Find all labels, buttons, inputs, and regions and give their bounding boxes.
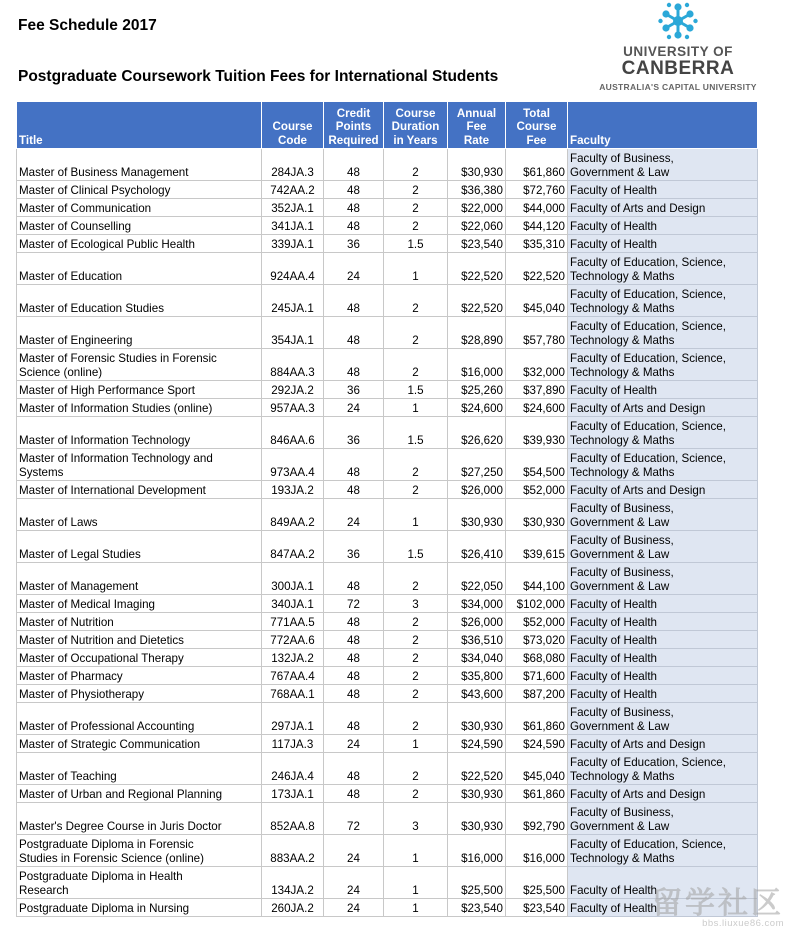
credit-points-cell: 48 [324, 703, 384, 735]
table-row [17, 317, 758, 349]
faculty-cell: Faculty of Education, Science, Technology & Maths [568, 753, 758, 785]
column-header-duration: Course Duration in Years [384, 102, 448, 149]
duration-years-cell: 2 [384, 349, 448, 381]
course-code-cell: 957AA.3 [262, 399, 324, 417]
faculty-cell: Faculty of Business, Government & Law [568, 803, 758, 835]
course-code-cell: 117JA.3 [262, 735, 324, 753]
table-row [17, 199, 758, 217]
total-fee-cell: $39,930 [506, 417, 568, 449]
credit-points-cell: 24 [324, 499, 384, 531]
total-fee-cell: $44,000 [506, 199, 568, 217]
course-code-cell: 284JA.3 [262, 149, 324, 181]
annual-fee-cell: $30,930 [448, 803, 506, 835]
faculty-cell: Faculty of Education, Science, Technology & Maths [568, 253, 758, 285]
course-title-cell: Master of Ecological Public Health [17, 235, 262, 253]
course-code-cell: 300JA.1 [262, 563, 324, 595]
site-watermark [652, 889, 784, 929]
course-code-cell: 924AA.4 [262, 253, 324, 285]
annual-fee-cell: $16,000 [448, 349, 506, 381]
course-title-cell: Master's Degree Course in Juris Doctor [17, 803, 262, 835]
duration-years-cell: 1 [384, 499, 448, 531]
course-code-cell: 354JA.1 [262, 317, 324, 349]
duration-years-cell: 3 [384, 595, 448, 613]
total-fee-cell: $32,000 [506, 349, 568, 381]
total-fee-cell: $45,040 [506, 285, 568, 317]
total-fee-cell: $72,760 [506, 181, 568, 199]
annual-fee-cell: $30,930 [448, 785, 506, 803]
credit-points-cell: 24 [324, 867, 384, 899]
duration-years-cell: 2 [384, 285, 448, 317]
table-row [17, 685, 758, 703]
course-code-cell: 772AA.6 [262, 631, 324, 649]
document-subtitle: Postgraduate Coursework Tuition Fees for International Students [18, 68, 499, 85]
table-row [17, 867, 758, 899]
credit-points-cell: 48 [324, 631, 384, 649]
credit-points-cell: 72 [324, 803, 384, 835]
total-fee-cell: $45,040 [506, 753, 568, 785]
credit-points-cell: 48 [324, 449, 384, 481]
duration-years-cell: 2 [384, 685, 448, 703]
table-row [17, 149, 758, 181]
faculty-cell: Faculty of Arts and Design [568, 481, 758, 499]
course-title-cell: Master of Laws [17, 499, 262, 531]
faculty-cell: Faculty of Education, Science, Technology & Maths [568, 349, 758, 381]
annual-fee-cell: $22,050 [448, 563, 506, 595]
faculty-cell: Faculty of Health [568, 667, 758, 685]
faculty-cell: Faculty of Health [568, 631, 758, 649]
faculty-cell: Faculty of Health [568, 613, 758, 631]
total-fee-cell: $52,000 [506, 613, 568, 631]
course-code-cell: 245JA.1 [262, 285, 324, 317]
annual-fee-cell: $25,260 [448, 381, 506, 399]
credit-points-cell: 36 [324, 235, 384, 253]
annual-fee-cell: $27,250 [448, 449, 506, 481]
course-title-cell: Master of Occupational Therapy [17, 649, 262, 667]
course-title-cell: Master of Teaching [17, 753, 262, 785]
course-code-cell: 352JA.1 [262, 199, 324, 217]
annual-fee-cell: $26,000 [448, 613, 506, 631]
duration-years-cell: 1 [384, 867, 448, 899]
course-code-cell: 884AA.3 [262, 349, 324, 381]
total-fee-cell: $52,000 [506, 481, 568, 499]
duration-years-cell: 1 [384, 253, 448, 285]
course-code-cell: 852AA.8 [262, 803, 324, 835]
total-fee-cell: $24,590 [506, 735, 568, 753]
course-title-cell: Master of Engineering [17, 317, 262, 349]
annual-fee-cell: $43,600 [448, 685, 506, 703]
duration-years-cell: 3 [384, 803, 448, 835]
duration-years-cell: 2 [384, 703, 448, 735]
total-fee-cell: $68,080 [506, 649, 568, 667]
faculty-cell: Faculty of Business, Government & Law [568, 703, 758, 735]
table-row [17, 449, 758, 481]
total-fee-cell: $102,000 [506, 595, 568, 613]
course-title-cell: Master of Professional Accounting [17, 703, 262, 735]
faculty-cell: Faculty of Education, Science, Technology & Maths [568, 449, 758, 481]
total-fee-cell: $44,100 [506, 563, 568, 595]
faculty-cell: Faculty of Health [568, 217, 758, 235]
course-title-cell: Postgraduate Diploma in Forensic Studies in Forensic Science (online) [17, 835, 262, 867]
duration-years-cell: 2 [384, 785, 448, 803]
faculty-cell: Faculty of Education, Science, Technology & Maths [568, 317, 758, 349]
table-row [17, 785, 758, 803]
course-code-cell: 768AA.1 [262, 685, 324, 703]
faculty-cell: Faculty of Health [568, 899, 758, 917]
course-title-cell: Master of Clinical Psychology [17, 181, 262, 199]
table-row [17, 217, 758, 235]
column-header-total-fee: Total Course Fee [506, 102, 568, 149]
table-row [17, 899, 758, 917]
column-header-credit-points: Credit Points Required [324, 102, 384, 149]
table-row [17, 181, 758, 199]
total-fee-cell: $87,200 [506, 685, 568, 703]
duration-years-cell: 2 [384, 649, 448, 667]
course-title-cell: Master of Strategic Communication [17, 735, 262, 753]
course-code-cell: 742AA.2 [262, 181, 324, 199]
annual-fee-cell: $36,510 [448, 631, 506, 649]
watermark-text: 留学社区 [652, 887, 784, 920]
watermark-url: bbs.liuxue86.com [702, 918, 784, 929]
annual-fee-cell: $24,590 [448, 735, 506, 753]
course-code-cell: 193JA.2 [262, 481, 324, 499]
annual-fee-cell: $24,600 [448, 399, 506, 417]
duration-years-cell: 2 [384, 631, 448, 649]
credit-points-cell: 48 [324, 285, 384, 317]
annual-fee-cell: $16,000 [448, 835, 506, 867]
credit-points-cell: 48 [324, 563, 384, 595]
course-title-cell: Master of Education Studies [17, 285, 262, 317]
faculty-cell: Faculty of Health [568, 181, 758, 199]
faculty-cell: Faculty of Health [568, 235, 758, 253]
logo-line-canberra: CANBERRA [621, 58, 735, 79]
credit-points-cell: 48 [324, 753, 384, 785]
course-title-cell: Master of Nutrition [17, 613, 262, 631]
course-title-cell: Master of Forensic Studies in Forensic Science (online) [17, 349, 262, 381]
annual-fee-cell: $26,620 [448, 417, 506, 449]
duration-years-cell: 2 [384, 563, 448, 595]
faculty-cell: Faculty of Education, Science, Technology & Maths [568, 835, 758, 867]
duration-years-cell: 1.5 [384, 235, 448, 253]
faculty-cell: Faculty of Arts and Design [568, 199, 758, 217]
credit-points-cell: 24 [324, 835, 384, 867]
annual-fee-cell: $36,380 [448, 181, 506, 199]
table-row [17, 667, 758, 685]
course-code-cell: 173JA.1 [262, 785, 324, 803]
fee-schedule-table [16, 101, 758, 917]
annual-fee-cell: $23,540 [448, 235, 506, 253]
course-code-cell: 883AA.2 [262, 835, 324, 867]
faculty-cell: Faculty of Health [568, 685, 758, 703]
table-header-row [17, 102, 758, 149]
table-row [17, 613, 758, 631]
credit-points-cell: 48 [324, 217, 384, 235]
table-row [17, 349, 758, 381]
total-fee-cell: $22,520 [506, 253, 568, 285]
faculty-cell: Faculty of Health [568, 595, 758, 613]
total-fee-cell: $35,310 [506, 235, 568, 253]
annual-fee-cell: $22,520 [448, 253, 506, 285]
total-fee-cell: $61,860 [506, 703, 568, 735]
total-fee-cell: $30,930 [506, 499, 568, 531]
course-title-cell: Postgraduate Diploma in Nursing [17, 899, 262, 917]
duration-years-cell: 1 [384, 835, 448, 867]
duration-years-cell: 2 [384, 317, 448, 349]
course-title-cell: Master of Education [17, 253, 262, 285]
faculty-cell: Faculty of Health [568, 381, 758, 399]
course-code-cell: 340JA.1 [262, 595, 324, 613]
annual-fee-cell: $22,520 [448, 753, 506, 785]
credit-points-cell: 24 [324, 399, 384, 417]
annual-fee-cell: $28,890 [448, 317, 506, 349]
faculty-cell: Faculty of Arts and Design [568, 735, 758, 753]
annual-fee-cell: $30,930 [448, 703, 506, 735]
course-code-cell: 771AA.5 [262, 613, 324, 631]
annual-fee-cell: $30,930 [448, 149, 506, 181]
duration-years-cell: 2 [384, 481, 448, 499]
table-row [17, 753, 758, 785]
course-code-cell: 297JA.1 [262, 703, 324, 735]
total-fee-cell: $16,000 [506, 835, 568, 867]
duration-years-cell: 2 [384, 181, 448, 199]
course-code-cell: 847AA.2 [262, 531, 324, 563]
annual-fee-cell: $35,800 [448, 667, 506, 685]
table-row [17, 481, 758, 499]
table-row [17, 563, 758, 595]
total-fee-cell: $71,600 [506, 667, 568, 685]
total-fee-cell: $39,615 [506, 531, 568, 563]
credit-points-cell: 48 [324, 149, 384, 181]
column-header-annual-fee: Annual Fee Rate [448, 102, 506, 149]
table-row [17, 803, 758, 835]
snowflake-logo-icon [658, 2, 698, 40]
credit-points-cell: 36 [324, 417, 384, 449]
total-fee-cell: $25,500 [506, 867, 568, 899]
table-row [17, 235, 758, 253]
duration-years-cell: 2 [384, 753, 448, 785]
table-row [17, 735, 758, 753]
credit-points-cell: 48 [324, 649, 384, 667]
credit-points-cell: 48 [324, 685, 384, 703]
credit-points-cell: 24 [324, 735, 384, 753]
total-fee-cell: $61,860 [506, 149, 568, 181]
university-logo [598, 2, 758, 98]
course-title-cell: Master of Information Technology [17, 417, 262, 449]
credit-points-cell: 36 [324, 531, 384, 563]
annual-fee-cell: $34,000 [448, 595, 506, 613]
course-title-cell: Master of Information Studies (online) [17, 399, 262, 417]
table-body [17, 149, 758, 917]
credit-points-cell: 24 [324, 253, 384, 285]
course-code-cell: 292JA.2 [262, 381, 324, 399]
table-row [17, 595, 758, 613]
course-title-cell: Master of Communication [17, 199, 262, 217]
table-row [17, 531, 758, 563]
annual-fee-cell: $22,060 [448, 217, 506, 235]
course-code-cell: 849AA.2 [262, 499, 324, 531]
credit-points-cell: 48 [324, 667, 384, 685]
faculty-cell: Faculty of Health [568, 867, 758, 899]
course-code-cell: 767AA.4 [262, 667, 324, 685]
duration-years-cell: 2 [384, 613, 448, 631]
course-code-cell: 846AA.6 [262, 417, 324, 449]
annual-fee-cell: $23,540 [448, 899, 506, 917]
faculty-cell: Faculty of Business, Government & Law [568, 531, 758, 563]
table-row [17, 381, 758, 399]
annual-fee-cell: $22,520 [448, 285, 506, 317]
faculty-cell: Faculty of Business, Government & Law [568, 149, 758, 181]
duration-years-cell: 1 [384, 735, 448, 753]
credit-points-cell: 48 [324, 613, 384, 631]
faculty-cell: Faculty of Arts and Design [568, 399, 758, 417]
faculty-cell: Faculty of Business, Government & Law [568, 499, 758, 531]
course-title-cell: Master of Counselling [17, 217, 262, 235]
table-row [17, 499, 758, 531]
faculty-cell: Faculty of Business, Government & Law [568, 563, 758, 595]
table-row [17, 417, 758, 449]
annual-fee-cell: $34,040 [448, 649, 506, 667]
duration-years-cell: 2 [384, 667, 448, 685]
credit-points-cell: 48 [324, 481, 384, 499]
total-fee-cell: $54,500 [506, 449, 568, 481]
logo-line-university-of: UNIVERSITY OF [623, 44, 733, 59]
course-title-cell: Master of Medical Imaging [17, 595, 262, 613]
course-title-cell: Postgraduate Diploma in Health Research [17, 867, 262, 899]
table-row [17, 253, 758, 285]
duration-years-cell: 1.5 [384, 381, 448, 399]
credit-points-cell: 72 [324, 595, 384, 613]
table-row [17, 835, 758, 867]
duration-years-cell: 1 [384, 899, 448, 917]
duration-years-cell: 2 [384, 199, 448, 217]
faculty-cell: Faculty of Health [568, 649, 758, 667]
credit-points-cell: 48 [324, 199, 384, 217]
annual-fee-cell: $26,410 [448, 531, 506, 563]
total-fee-cell: $73,020 [506, 631, 568, 649]
annual-fee-cell: $25,500 [448, 867, 506, 899]
course-title-cell: Master of High Performance Sport [17, 381, 262, 399]
faculty-cell: Faculty of Arts and Design [568, 785, 758, 803]
course-title-cell: Master of Nutrition and Dietetics [17, 631, 262, 649]
course-title-cell: Master of Pharmacy [17, 667, 262, 685]
course-title-cell: Master of Legal Studies [17, 531, 262, 563]
total-fee-cell: $24,600 [506, 399, 568, 417]
column-header-course-code: Course Code [262, 102, 324, 149]
duration-years-cell: 2 [384, 217, 448, 235]
total-fee-cell: $92,790 [506, 803, 568, 835]
table-row [17, 631, 758, 649]
course-title-cell: Master of Management [17, 563, 262, 595]
table-row [17, 399, 758, 417]
total-fee-cell: $57,780 [506, 317, 568, 349]
annual-fee-cell: $30,930 [448, 499, 506, 531]
course-code-cell: 973AA.4 [262, 449, 324, 481]
course-title-cell: Master of Urban and Regional Planning [17, 785, 262, 803]
total-fee-cell: $37,890 [506, 381, 568, 399]
table-row [17, 649, 758, 667]
duration-years-cell: 1.5 [384, 531, 448, 563]
credit-points-cell: 24 [324, 899, 384, 917]
total-fee-cell: $44,120 [506, 217, 568, 235]
duration-years-cell: 1.5 [384, 417, 448, 449]
course-code-cell: 260JA.2 [262, 899, 324, 917]
duration-years-cell: 2 [384, 449, 448, 481]
table-row [17, 285, 758, 317]
annual-fee-cell: $26,000 [448, 481, 506, 499]
course-title-cell: Master of Business Management [17, 149, 262, 181]
credit-points-cell: 48 [324, 181, 384, 199]
course-code-cell: 132JA.2 [262, 649, 324, 667]
credit-points-cell: 48 [324, 785, 384, 803]
logo-tagline: AUSTRALIA'S CAPITAL UNIVERSITY [599, 82, 757, 92]
table-row [17, 703, 758, 735]
course-title-cell: Master of International Development [17, 481, 262, 499]
faculty-cell: Faculty of Education, Science, Technology & Maths [568, 417, 758, 449]
annual-fee-cell: $22,000 [448, 199, 506, 217]
total-fee-cell: $61,860 [506, 785, 568, 803]
column-header-title: Title [17, 102, 262, 149]
course-code-cell: 341JA.1 [262, 217, 324, 235]
total-fee-cell: $23,540 [506, 899, 568, 917]
column-header-faculty: Faculty [568, 102, 758, 149]
duration-years-cell: 2 [384, 149, 448, 181]
course-code-cell: 246JA.4 [262, 753, 324, 785]
credit-points-cell: 48 [324, 317, 384, 349]
credit-points-cell: 36 [324, 381, 384, 399]
course-code-cell: 134JA.2 [262, 867, 324, 899]
faculty-cell: Faculty of Education, Science, Technology & Maths [568, 285, 758, 317]
document-title: Fee Schedule 2017 [18, 17, 157, 34]
course-title-cell: Master of Physiotherapy [17, 685, 262, 703]
duration-years-cell: 1 [384, 399, 448, 417]
course-title-cell: Master of Information Technology and Systems [17, 449, 262, 481]
course-code-cell: 339JA.1 [262, 235, 324, 253]
credit-points-cell: 48 [324, 349, 384, 381]
